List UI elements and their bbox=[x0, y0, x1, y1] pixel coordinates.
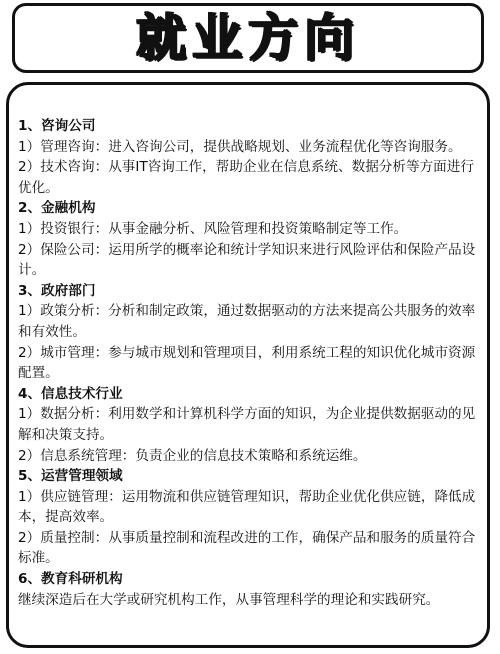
list-item: 1）管理咨询：进入咨询公司，提供战略规划、业务流程优化等咨询服务。 bbox=[18, 138, 462, 155]
list-item: 1）供应链管理：运用物流和供应链管理知识，帮助企业优化供应链，降低成本，提高效率。 bbox=[18, 488, 476, 526]
section-heading-education: 6、教育科研机构 bbox=[18, 571, 123, 588]
section-heading-government: 3、政府部门 bbox=[18, 282, 96, 299]
list-item: 2）保险公司：运用所学的概率论和统计学知识来进行风险评估和保险产品设计。 bbox=[18, 241, 476, 279]
section-heading-operations: 5、运营管理领域 bbox=[18, 468, 123, 485]
page-title: 就业方向 bbox=[136, 9, 360, 67]
list-item: 2）城市管理：参与城市规划和管理项目，利用系统工程的知识优化城市资源配置。 bbox=[18, 344, 476, 382]
section-heading-it: 4、信息技术行业 bbox=[18, 385, 123, 402]
list-item: 1）数据分析：利用数学和计算机科学方面的知识，为企业提供数据驱动的见解和决策支持。 bbox=[18, 406, 476, 443]
section-heading-finance: 2、金融机构 bbox=[18, 200, 96, 217]
content-list bbox=[18, 116, 478, 610]
list-item: 继续深造后在大学或研究机构工作，从事管理科学的理论和实践研究。 bbox=[18, 591, 440, 608]
list-item: 1）政策分析：分析和制定政策，通过数据驱动的方法来提高公共服务的效率和有效性。 bbox=[18, 303, 476, 340]
list-item: 1）投资银行：从事金融分析、风险管理和投资策略制定等工作。 bbox=[18, 220, 408, 237]
list-item: 2）信息系统管理：负责企业的信息技术策略和系统运维。 bbox=[18, 447, 367, 464]
title-banner bbox=[12, 3, 484, 73]
section-heading-consulting: 1、咨询公司 bbox=[18, 118, 96, 134]
list-item: 2）技术咨询：从事IT咨询工作，帮助企业在信息系统、数据分析等方面进行优化。 bbox=[18, 159, 474, 196]
list-item: 2）质量控制：从事质量控制和流程改进的工作，确保产品和服务的质量符合标准。 bbox=[18, 529, 476, 567]
